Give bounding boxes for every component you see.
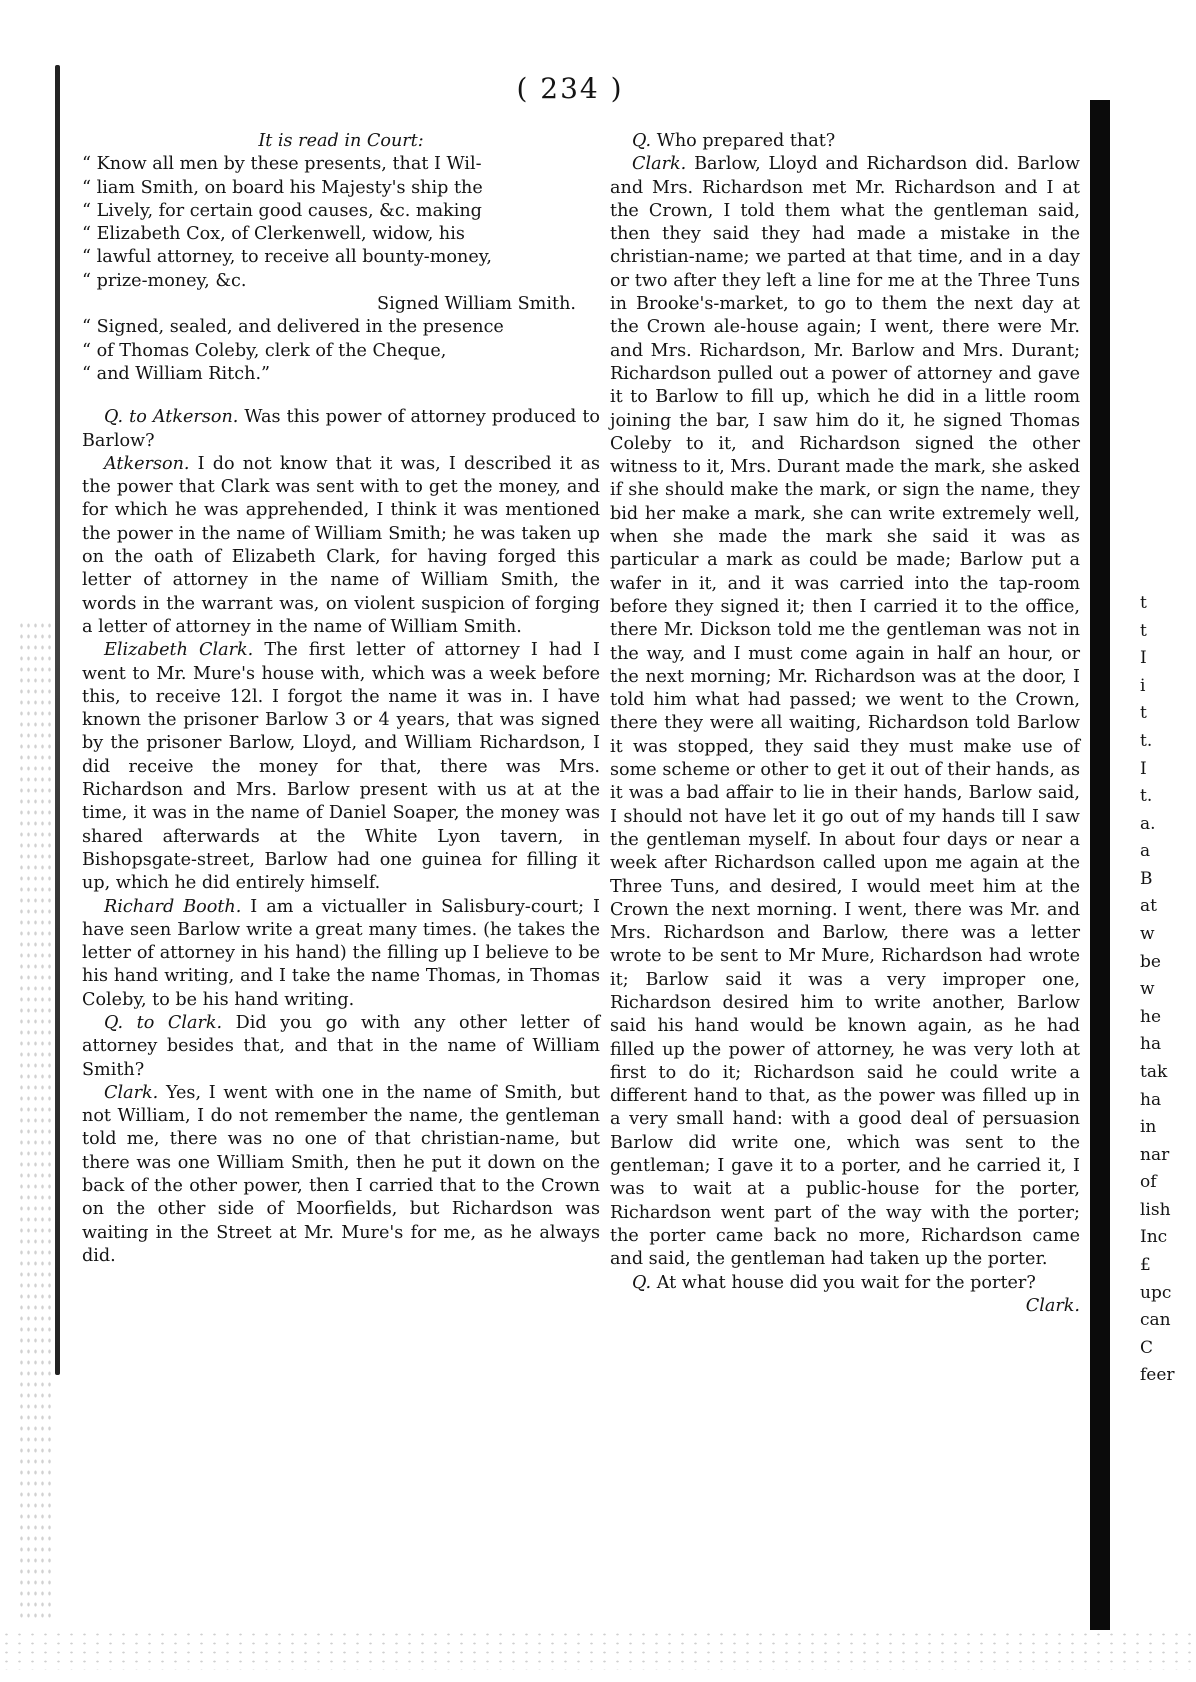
margin-fragment: of bbox=[1140, 1172, 1157, 1192]
testimony-text: Yes, I went with one in the name of Smith, but not William, I do not remember the name, the gentleman told me, there was no one of that christian-name, but there was one William Smith, then he put it down on the back of the other power, then I carried that to the Crown on the other side of Moorfields, but Richardson was waiting in the Street at Mr. Mure's for me, as he always did. bbox=[82, 1082, 600, 1266]
margin-fragment: Inc bbox=[1140, 1227, 1168, 1247]
margin-fragment: a bbox=[1140, 841, 1151, 861]
testimony-text: The first letter of attorney I had I went to Mr. Mure's house with, which was a week before this, to receive 12l. I forgot the name it was in. I have known the prisoner Barlow 3 or 4 years, that was signed by the prisoner Barlow, Lloyd, and William Richardson, I did receive the money for that, there was Mrs. Richardson and Mrs. Barlow present with us at at the time, it was in the name of Daniel Soaper, the money was shared afterwards at the White Lyon tavern, in Bishopsgate-street, Barlow had one guinea for filling it up, which he did entirely himself. bbox=[82, 640, 600, 894]
margin-fragment: C bbox=[1140, 1338, 1154, 1358]
speaker-label: Clark. bbox=[632, 154, 687, 175]
speaker-label: Elizabeth Clark. bbox=[104, 640, 254, 661]
quote-line: “ liam Smith, on board his Majesty's ship the bbox=[82, 177, 483, 198]
testimony-text: At what house did you wait for the porter? bbox=[651, 1272, 1036, 1293]
testimony-text: I do not know that it was, I described it as the power that Clark was sent with to get the money, and for which he was apprehended, I think it was mentioned the power in the name of William Smith; he was taken up on the oath of Elizabeth Clark, for having forged this letter of attorney in the name of William Smith, the words in the warrant was, on violent suspicion of forging a letter of attorney in the name of William Smith. bbox=[82, 453, 600, 637]
scan-noise-bottom bbox=[0, 1630, 1196, 1670]
margin-fragment: w bbox=[1140, 924, 1155, 944]
margin-fragment: be bbox=[1140, 952, 1161, 972]
margin-fragment: I bbox=[1140, 648, 1147, 668]
scan-binding-edge bbox=[55, 65, 60, 1375]
testimony-paragraph bbox=[610, 130, 1080, 153]
testimony-paragraph bbox=[82, 639, 600, 895]
right-column bbox=[610, 130, 1080, 1318]
margin-fragment: i bbox=[1140, 676, 1146, 696]
speaker-label: Atkerson. bbox=[104, 453, 190, 474]
testimony-text: Barlow, Lloyd and Richardson did. Barlow and Mrs. Richardson met Mr. Richardson and I at the Crown, I told them what the gentleman said, then they said they had made a mistake in the christian-name; we parted at that time, and in a day or two after they left a line for me at the Three Tuns in Brooke's-market, to go to them the next day at the Crown ale-house again; I went, there were Mr. and Mrs. Richardson, Mr. Barlow and Mrs. Durant; Richardson pulled out a power of attorney and gave it to Barlow to fill up, which he did in a little room joining the bar, I saw him do it, he signed Thomas Coleby to it, and Richardson signed the other witness to it, Mrs. Durant made the mark, she asked if she should make the mark, or sign the name, they bid her make a mark, she can write extremely well, when she made the mark she said it was as particular a mark as could be made; Barlow put a wafer in it, and it was carried into the tap-room before they signed it; then I carried it to the office, there Mr. Dickson told me the gentleman was not in the way, and I must come again in half an hour, or the next morning; Mr. Richardson was at the door, I told him what had passed; we went to the Crown, there they were all waiting, Richardson told Barlow it was stopped, they said they must make use of some scheme or other to get it out of their hands, as it was a bad affair to lie in their hands, Barlow said, I should not have let it go out of my hands till I saw the gentleman myself. In about four days or near a week after Richardson called upon me again at the Three Tuns, and desired, I would meet him at the Crown the next morning. I went, there was Mr. and Mrs. Richardson and Barlow, there was a letter wrote to be sent to Mr Mure, Richardson had wrote it; Barlow said it was a very improper one, Richardson desired him to write another, Barlow said his hand would be known again, as he had filled up the power of attorney, he was very loth at first to do it; Richardson said he could write a different hand to that, as the power was filled up in a very small hand: with a good deal of persuasion Barlow did write one, which was sent to the gentleman; I gave it to a porter, and he carried it, I was to wait at a public-house for the porter, Richardson went part of the way with the porter; the porter came back no more, Richardson came and said, the gentleman had taken up the porter. bbox=[610, 154, 1080, 1270]
left-testimony bbox=[82, 406, 600, 1268]
testimony-paragraph bbox=[82, 896, 600, 1012]
scan-noise-left bbox=[18, 620, 52, 1620]
testimony-text: Did you go with any other letter of attorney besides that, and that in the name of William Smith? bbox=[82, 1012, 600, 1080]
speaker-label: Q. bbox=[632, 1272, 652, 1293]
quote-line: “ Know all men by these presents, that I Wil- bbox=[82, 154, 482, 175]
margin-fragment: a. bbox=[1140, 814, 1156, 834]
scan-page-edge-right bbox=[1090, 100, 1110, 1630]
margin-fragment: ha bbox=[1140, 1090, 1162, 1110]
margin-fragment: feer bbox=[1140, 1365, 1175, 1385]
testimony-paragraph bbox=[82, 1082, 600, 1268]
speaker-label: Richard Booth. bbox=[104, 896, 242, 917]
testimony-paragraph bbox=[82, 406, 600, 453]
quote-line: “ and William Ritch.” bbox=[82, 363, 271, 384]
margin-fragment: can bbox=[1140, 1310, 1171, 1330]
testimony-text: Who prepared that? bbox=[651, 131, 836, 151]
margin-fragment: I bbox=[1140, 759, 1147, 779]
speaker-label: Q. to Clark. bbox=[104, 1012, 223, 1033]
margin-fragment: ha bbox=[1140, 1034, 1162, 1054]
quote-line: “ Elizabeth Cox, of Clerkenwell, widow, his bbox=[82, 224, 465, 245]
right-testimony bbox=[610, 130, 1080, 1295]
quote-line: “ Signed, sealed, and delivered in the presence bbox=[82, 317, 504, 338]
testimony-paragraph bbox=[610, 153, 1080, 1271]
margin-fragment: lish bbox=[1140, 1200, 1171, 1220]
margin-fragment: he bbox=[1140, 1007, 1162, 1027]
margin-fragment: tak bbox=[1140, 1062, 1168, 1082]
margin-fragment: £ bbox=[1140, 1255, 1151, 1275]
testimony-text: Was this power of attorney produced to Barlow? bbox=[82, 407, 601, 451]
margin-fragment: upc bbox=[1140, 1283, 1172, 1303]
margin-fragment: at bbox=[1140, 896, 1157, 916]
quote-line: “ Lively, for certain good causes, &c. making bbox=[82, 200, 482, 221]
margin-fragment: t bbox=[1140, 593, 1147, 613]
testimony-paragraph bbox=[82, 1012, 600, 1082]
left-column bbox=[82, 130, 600, 1268]
quote-line: “ of Thomas Coleby, clerk of the Cheque, bbox=[82, 340, 447, 361]
speaker-label: Q. bbox=[632, 131, 652, 151]
testimony-paragraph bbox=[610, 1272, 1080, 1295]
catchword: Clark. bbox=[1025, 1295, 1080, 1316]
margin-fragment: B bbox=[1140, 869, 1153, 889]
speaker-label: Q. to Atkerson. bbox=[104, 407, 239, 428]
margin-fragment: t bbox=[1140, 621, 1147, 641]
quote-line: “ prize-money, &c. bbox=[82, 270, 247, 291]
quote-line: “ lawful attorney, to receive all bounty-money, bbox=[82, 247, 492, 268]
read-in-court-heading: It is read in Court: bbox=[258, 131, 424, 151]
power-of-attorney-quote bbox=[82, 153, 600, 293]
margin-fragment: t. bbox=[1140, 731, 1153, 751]
signature-line: Signed William Smith. bbox=[377, 294, 576, 315]
witness-quote bbox=[82, 316, 600, 386]
margin-fragment: nar bbox=[1140, 1145, 1170, 1165]
testimony-paragraph bbox=[82, 453, 600, 639]
speaker-label: Clark. bbox=[104, 1082, 159, 1103]
page-number: ( 234 ) bbox=[516, 72, 624, 105]
testimony-text: I am a victualler in Salisbury-court; I have seen Barlow write a great many times. (he takes the letter of attorney in his hand) the filling up I believe to be his hand writing, and I take the name Thomas, in Thomas Coleby, to be his hand writing. bbox=[82, 896, 600, 1010]
margin-fragment: in bbox=[1140, 1117, 1157, 1137]
margin-fragment: t. bbox=[1140, 786, 1153, 806]
margin-fragment: w bbox=[1140, 979, 1155, 999]
margin-fragment: t bbox=[1140, 703, 1147, 723]
